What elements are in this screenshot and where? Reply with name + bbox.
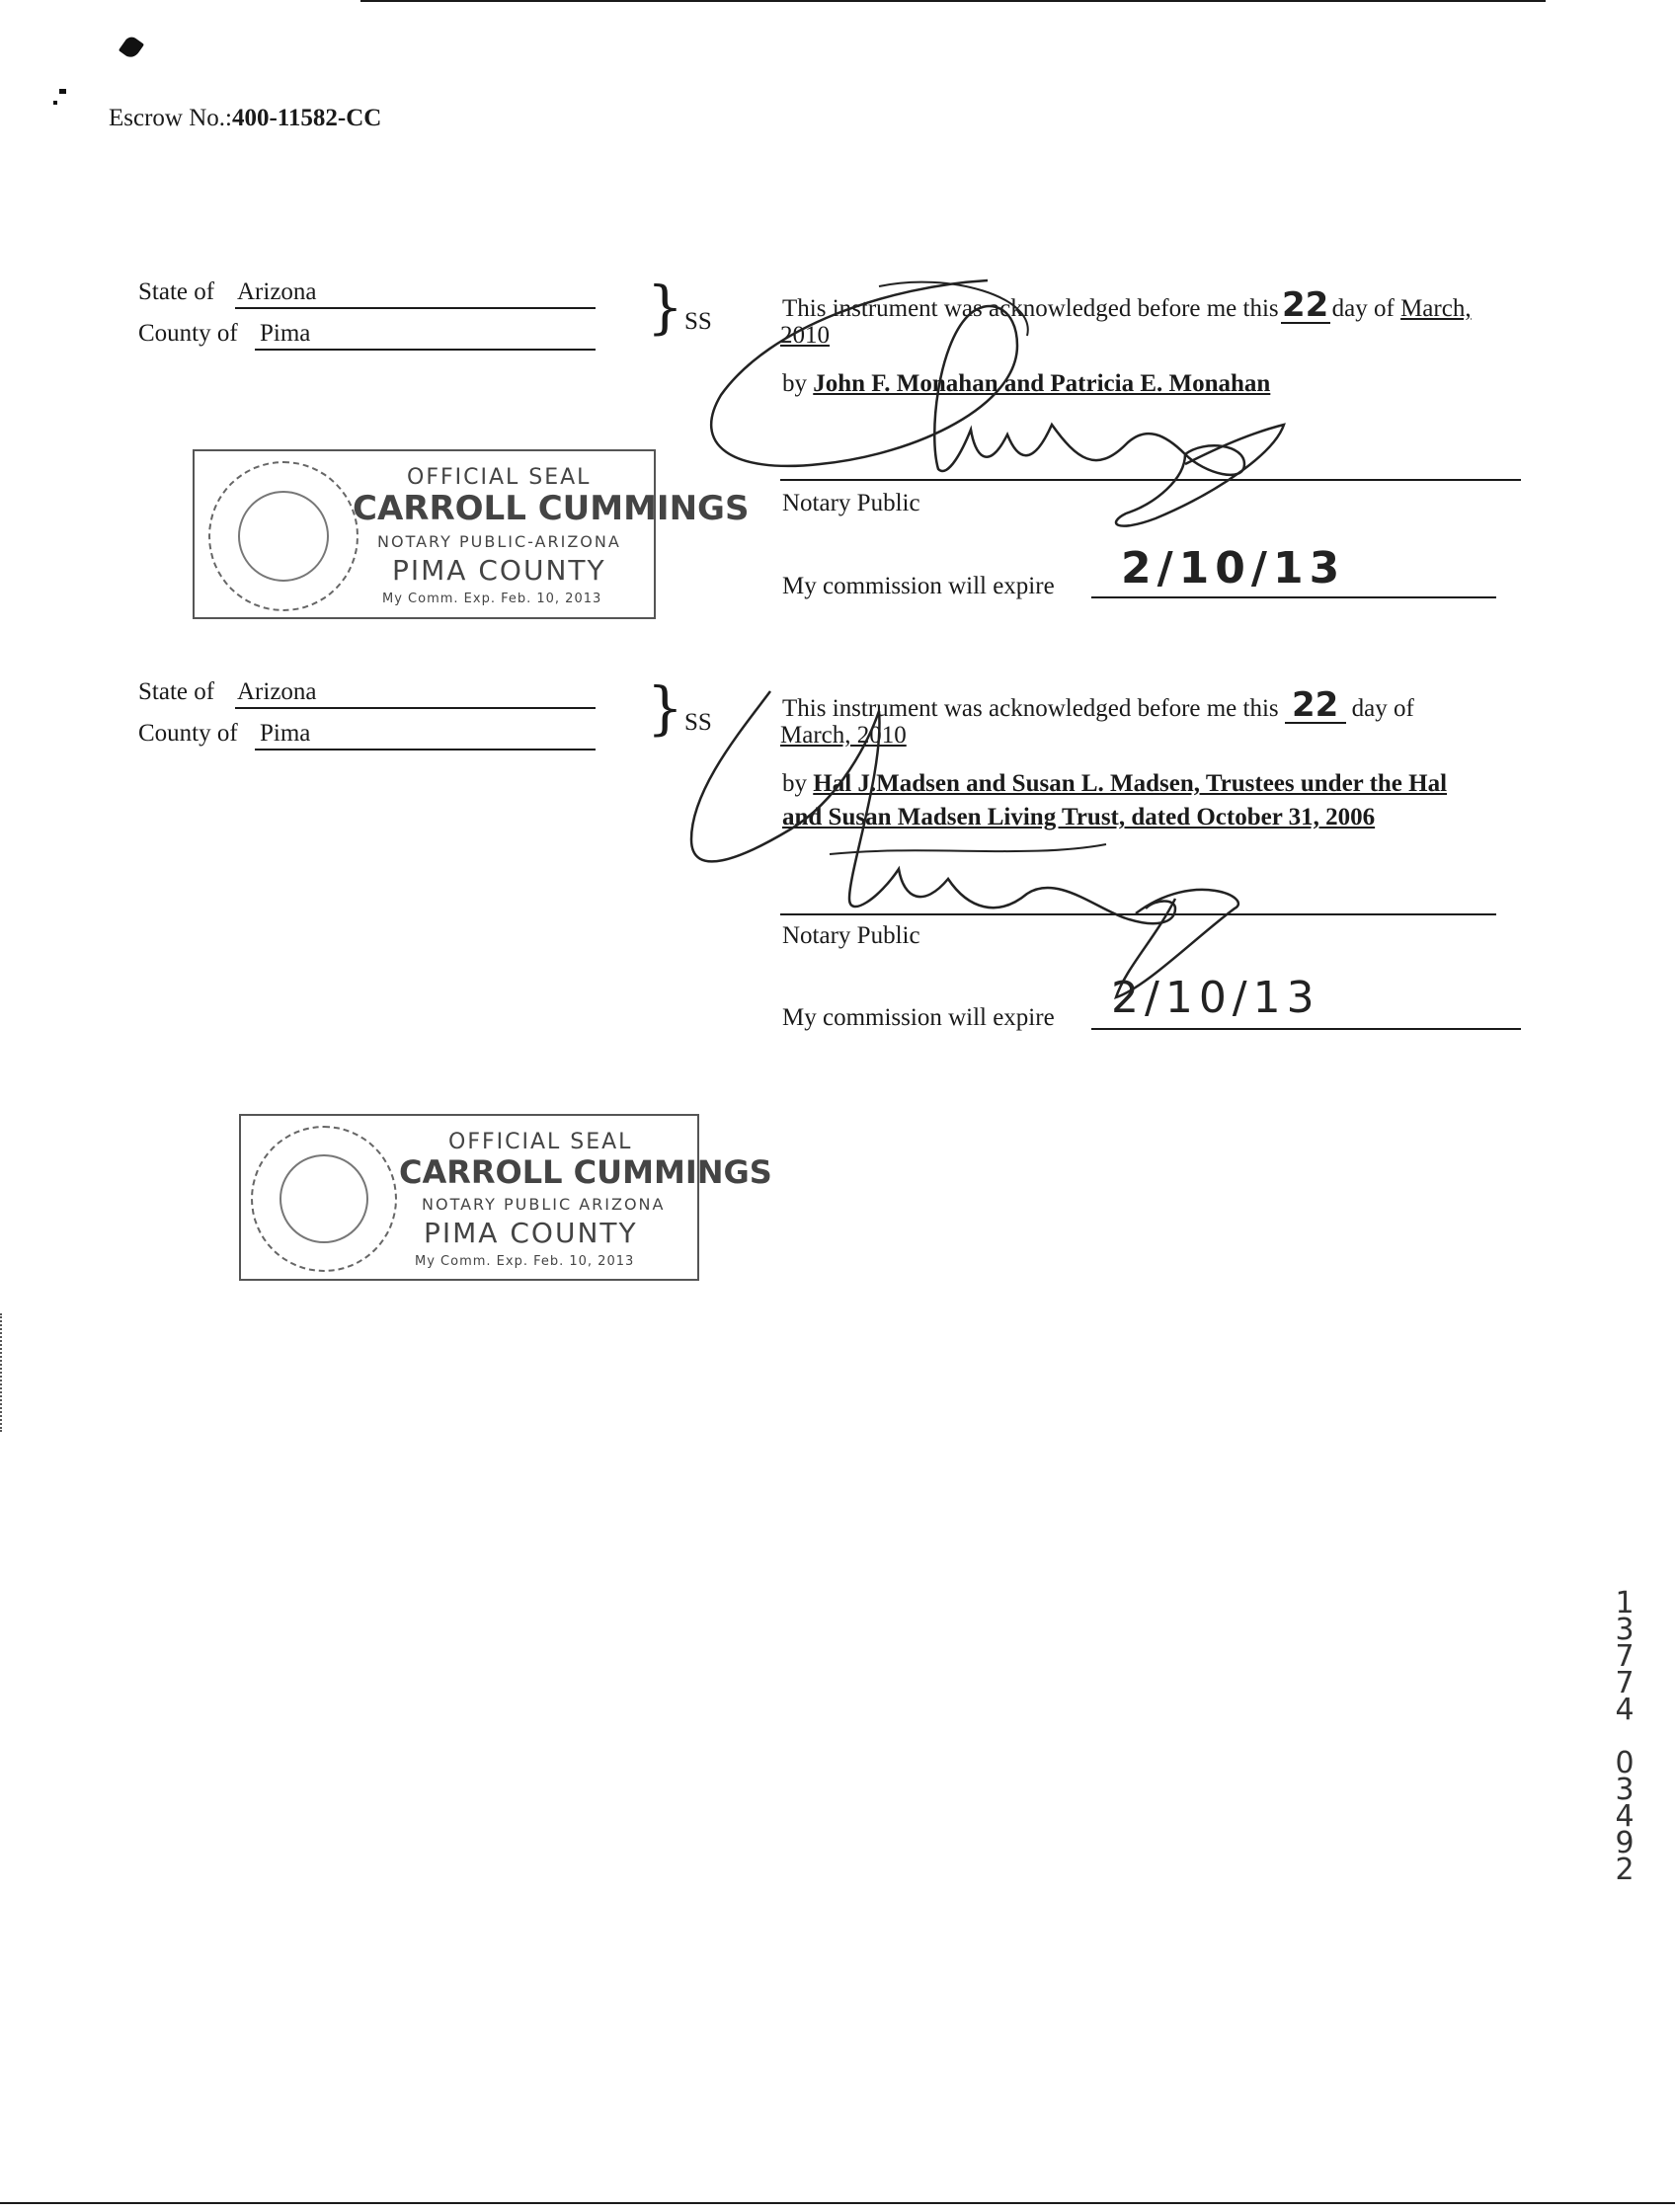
county-value: Pima	[260, 320, 311, 347]
commission-label: My commission will expire	[782, 573, 1055, 599]
recording-digit: 3	[1615, 1773, 1635, 1807]
recording-digit: 7	[1615, 1639, 1635, 1674]
seal-line-county: PIMA COUNTY	[392, 554, 606, 587]
commission-value: 2/10/13	[1111, 973, 1320, 1023]
county-label: County of	[138, 720, 238, 747]
ack-month: March,	[1400, 295, 1472, 322]
state-value: Arizona	[237, 678, 317, 705]
arizona-state-seal-icon	[251, 1126, 397, 1272]
seal-line-name: CARROLL CUMMINGS	[399, 1153, 772, 1191]
arizona-state-seal-icon	[208, 461, 359, 611]
recording-digit: 4	[1615, 1799, 1635, 1834]
recording-digit: 2	[1615, 1853, 1635, 1887]
by-label: by	[782, 370, 807, 397]
top-scan-border	[360, 0, 1546, 2]
commission-label: My commission will expire	[782, 1004, 1055, 1031]
seal-line-expiry: My Comm. Exp. Feb. 10, 2013	[382, 592, 602, 606]
scan-speck	[53, 101, 57, 105]
county-label: County of	[138, 320, 238, 347]
ack-day: 22	[1285, 688, 1346, 724]
escrow-number: 400-11582-CC	[231, 105, 382, 131]
county-field	[255, 721, 596, 750]
ss-label: SS	[684, 308, 712, 335]
by-names: John F. Monahan and Patricia E. Monahan	[813, 370, 1271, 397]
recording-number	[1610, 1586, 1639, 1887]
commission-value: 2/10/13	[1121, 543, 1346, 593]
notary-signature	[681, 672, 1274, 1007]
state-label: State of	[138, 678, 215, 705]
seal-line-expiry: My Comm. Exp. Feb. 10, 2013	[415, 1254, 635, 1269]
seal-line-official: OFFICIAL SEAL	[448, 1130, 633, 1154]
commission-field	[1091, 543, 1496, 598]
notary-public-label: Notary Public	[782, 922, 920, 949]
recording-digit: 7	[1615, 1666, 1635, 1700]
seal-line-name: CARROLL CUMMINGS	[353, 489, 750, 528]
seal-line-county: PIMA COUNTY	[424, 1217, 638, 1249]
state-field	[235, 279, 596, 309]
recording-digit: 0	[1615, 1746, 1635, 1780]
notary-seal-stamp	[239, 1114, 772, 1281]
recording-digit: 3	[1615, 1613, 1635, 1647]
escrow-label: Escrow No.:	[109, 105, 232, 131]
ss-label: SS	[684, 709, 712, 736]
ack-prefix: This instrument was acknowledged before me this	[782, 295, 1279, 322]
escrow-number-line	[109, 106, 381, 130]
ack-prefix: This instrument was acknowledged before me this	[782, 695, 1279, 722]
commission-field	[1091, 973, 1521, 1030]
county-field	[255, 321, 596, 351]
scan-speck	[119, 35, 144, 61]
county-value: Pima	[260, 720, 311, 747]
recording-digit: 9	[1615, 1826, 1635, 1860]
state-value: Arizona	[237, 278, 317, 305]
ack-day-suffix: day of	[1351, 695, 1414, 722]
seal-line-official: OFFICIAL SEAL	[407, 465, 592, 490]
seal-line-notary: NOTARY PUBLIC ARIZONA	[422, 1195, 666, 1214]
ack-day-suffix: day of	[1331, 295, 1395, 322]
ss-brace: }	[647, 674, 683, 742]
state-label: State of	[138, 278, 215, 305]
ss-brace: }	[647, 274, 683, 341]
state-field	[235, 679, 596, 709]
ack-month: March, 2010	[780, 722, 907, 749]
by-label: by	[782, 770, 807, 797]
ack-day: 22	[1281, 285, 1329, 325]
seal-line-notary: NOTARY PUBLIC-ARIZONA	[377, 532, 621, 551]
ack-year: 2010	[780, 322, 830, 349]
by-names-line-1: Hal J.Madsen and Susan L. Madsen, Trustees under the Hal	[813, 770, 1448, 797]
notary-public-label: Notary Public	[782, 490, 920, 516]
recording-digit: 1	[1615, 1586, 1635, 1620]
notary-seal-stamp	[193, 449, 750, 619]
by-names-line-2: and Susan Madsen Living Trust, dated October 31, 2006	[782, 804, 1376, 830]
scan-speck	[59, 89, 66, 94]
recording-digit: 4	[1615, 1693, 1635, 1727]
bottom-scan-border	[0, 2202, 1675, 2204]
scan-edge-mark	[0, 1313, 5, 1432]
